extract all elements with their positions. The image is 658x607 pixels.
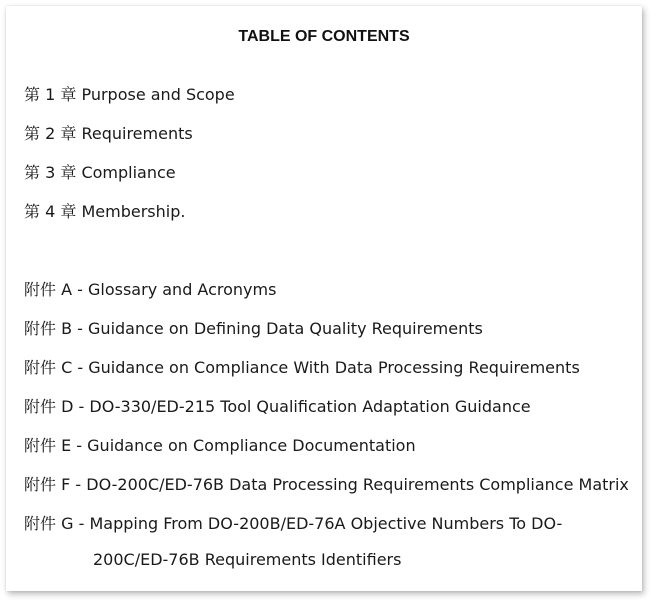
appendix-title: Guidance on Compliance With Data Processing Requirements — [88, 358, 580, 377]
appendix-c: 附件 C - Guidance on Compliance With Data Processing Requirements — [24, 358, 580, 377]
chapter-title: Membership. — [81, 202, 186, 221]
appendix-f: 附件 F - DO-200C/ED-76B Data Processing Requirements Compliance Matrix — [24, 475, 629, 494]
chapter-prefix: 第 2 章 — [24, 124, 77, 143]
appendix-g: 附件 G - Mapping From DO-200B/ED-76A Objective Numbers To DO- — [24, 514, 563, 533]
chapter-title: Compliance — [81, 163, 176, 182]
chapter-prefix: 第 4 章 — [24, 202, 77, 221]
appendix-title: Guidance on Compliance Documentation — [87, 436, 416, 455]
appendix-prefix: 附件 B — [24, 319, 73, 338]
chapter-prefix: 第 1 章 — [24, 85, 77, 104]
appendix-prefix: 附件 D — [24, 397, 74, 416]
appendix-prefix: 附件 C — [24, 358, 73, 377]
toc-card — [6, 6, 642, 591]
appendix-prefix: 附件 F — [24, 475, 71, 494]
chapter-title: Purpose and Scope — [81, 85, 235, 104]
chapter-3 — [24, 160, 176, 183]
appendix-b: 附件 B - Guidance on Defining Data Quality Requirements — [24, 319, 483, 338]
chapter-4 — [24, 199, 185, 222]
appendix-e: 附件 E - Guidance on Compliance Documentation — [24, 436, 416, 455]
chapter-prefix: 第 3 章 — [24, 163, 77, 182]
appendix-prefix: 附件 E — [24, 436, 72, 455]
appendix-a: 附件 A - Glossary and Acronyms — [24, 280, 277, 299]
appendix-g-continuation: 200C/ED-76B Requirements Identifiers — [93, 550, 402, 569]
appendix-d: 附件 D - DO-330/ED-215 Tool Qualification Adaptation Guidance — [24, 397, 531, 416]
appendix-title: Guidance on Defining Data Quality Requirements — [88, 319, 483, 338]
appendix-title: Mapping From DO-200B/ED-76A Objective Numbers To DO- — [89, 514, 563, 533]
appendix-prefix: 附件 A — [24, 280, 73, 299]
chapter-title: Requirements — [81, 124, 193, 143]
appendix-title: Glossary and Acronyms — [88, 280, 277, 299]
appendix-prefix: 附件 G — [24, 514, 74, 533]
appendix-title: DO-330/ED-215 Tool Qualification Adaptation Guidance — [89, 397, 531, 416]
appendix-title: DO-200C/ED-76B Data Processing Requirements Compliance Matrix — [86, 475, 629, 494]
toc-title: TABLE OF CONTENTS — [238, 28, 410, 45]
chapter-2 — [24, 121, 193, 144]
chapter-1 — [24, 82, 235, 105]
